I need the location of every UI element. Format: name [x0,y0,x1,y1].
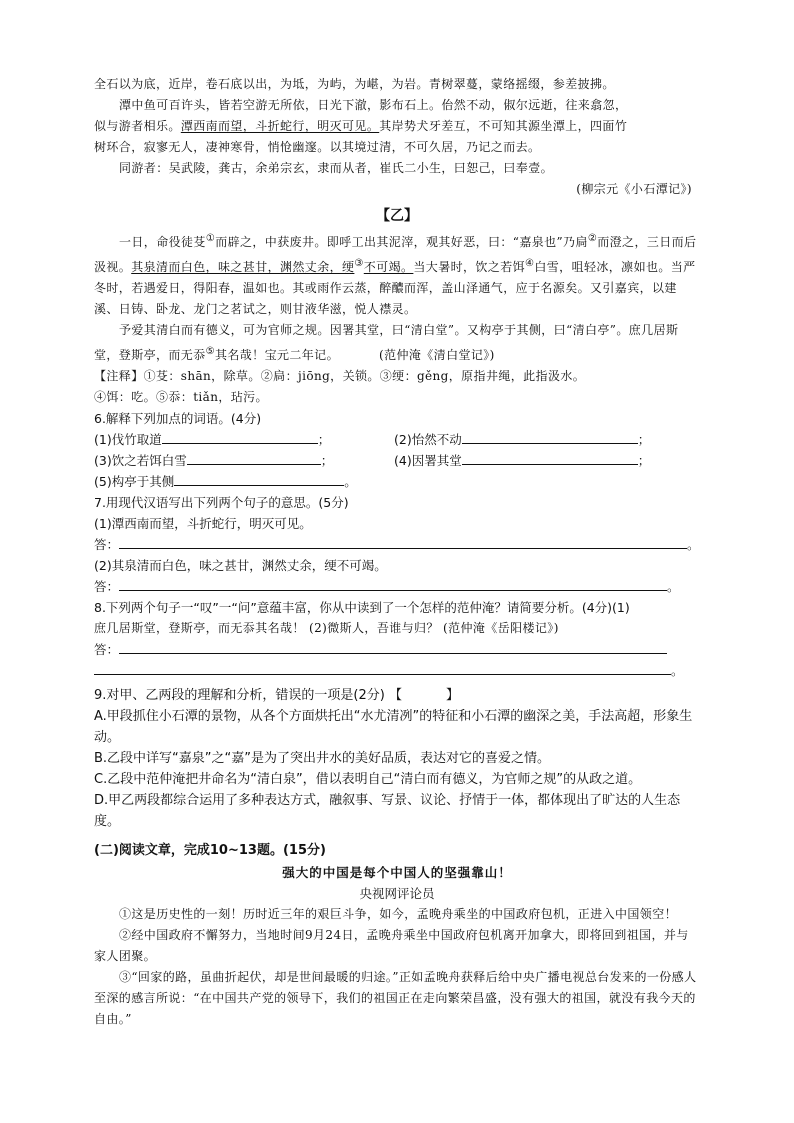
q7-answer-1-end: 。 [687,537,700,552]
yi-p2-text: 予爱其清白而有德义，可为官师之规。因署其堂，曰“清白堂”。又构亭于其侧，曰“清白亭”。庶几居斯堂，登斯亭，而无忝 [94,323,679,362]
q6-item-1-blank[interactable] [162,429,318,444]
q8-answer-blank-1[interactable] [119,639,667,654]
jia-line-5: 同游者：吴武陵，龚古，余弟宗玄，隶而从者，崔氏二小生，曰恕己，曰奉壹。 [119,161,554,175]
q6-row-3 [94,471,700,492]
article-paragraph-2: ②经中国政府不懈努力，当地时间9月24日，孟晚舟乘坐中国政府包机离开加拿大，即将回到祖国，并与家人团聚。 [94,928,689,963]
yi-p1-text-3: 而澄之，三日而后汲视。 [94,235,697,274]
q6-item-4-blank[interactable] [462,450,638,465]
note-mark-4: ④ [525,258,535,269]
jia-line-3 [94,116,700,137]
jia-underlined-sentence: 潭西南而望，斗折蛇行，明灭可见。 [180,119,380,133]
yi-p1-text-5: 白雪，咀轻冰，凛如也。当严冬时，若遇爱日，得阳春，温如也。其或雨作云蒸，醉醲而浑，盖山泽通气，应于名源矣。又引嘉宾，以建溪、日铸、卧龙、龙门之茗试之，则甘液华滋，悦人襟灵。 [94,260,696,316]
question-6 [94,408,700,492]
note-mark-1: ① [205,233,216,244]
q6-row-1 [94,429,700,450]
note-mark-5: ⑤ [205,346,215,357]
q9-stem-text: 9.对甲、乙两段的理解和分析，错误的一项是(2分) 【 [94,688,402,703]
q6-item-2-sep: ； [637,432,651,447]
q9-option-a[interactable]: A.甲段抓住小石潭的景物，从各个方面烘托出“水尤清冽”的特征和小石潭的幽深之美，手法高超，形象生动。 [94,709,693,745]
q7-sentence-2: (2)其泉清而白色，味之甚甘，渊然丈余，绠不可竭。 [94,558,387,573]
article-paragraph-3: ③“回家的路，虽曲折起伏，却是世间最暖的归途。”正如孟晚舟获释后给中央广播电视总台发来的一份感人至深的感言所说：“在中国共产党的领导下，我们的祖国正在走向繁荣昌盛，没有强大的祖国，就没有我今天的自由。” [94,970,697,1026]
q9-stem-close: 】 [445,688,459,703]
q7-sentence-1: (1)潭西南而望，斗折蛇行，明灭可见。 [94,516,312,531]
q8-stem-text: 8.下列两个句子一“叹”一“问”意蕴丰富，你从中读到了一个怎样的范仲淹？请简要分析。(4分) [94,600,613,615]
q6-item-5-label: (5)构亭于其侧 [94,474,175,489]
passage-yi [94,228,700,408]
section-2-heading: (二)阅读文章，完成10~13题。(15分) [94,843,326,858]
q8-answer-1 [94,639,700,660]
article-paragraph-1: ①这是历史性的一刻！历时近三年的艰巨斗争，如今，孟晚舟乘坐的中国政府包机，正进入中国领空！ [119,907,678,921]
question-7 [94,492,700,597]
q6-item-3-blank[interactable] [187,450,321,465]
yi-p1-text-4: 当大暑时，饮之若饵 [413,260,525,274]
yi-p1-text-2: 而辟之，中获废井。即呼工出其泥滓，观其好恶，曰：“嘉泉也”乃扃 [215,235,588,249]
q6-item-2-blank[interactable] [462,429,638,444]
q8-answer-label: 答： [94,642,120,657]
q7-answer-2 [94,576,700,597]
q7-answer-2-blank[interactable] [119,576,667,591]
yi-p1-text-1: 一日，命役徒芟 [119,235,206,249]
q8-stem [94,597,700,618]
notes-line-1: 【注释】①芟：shān，除草。②扃：jiōng，关锁。③绠：gěng，原指井绳，此指汲水。 [94,369,586,383]
q9-option-b[interactable]: B.乙段中详写“嘉泉”之“嘉”是为了突出井水的美好品质，表达对它的喜爱之情。 [94,751,550,766]
q8-quote: 庶几居斯堂，登斯亭，而无忝其名哉！ (2)微斯人，吾谁与归？ (范仲淹《岳阳楼记》) [94,621,559,635]
q6-item-4-label: (4)因署其堂 [394,453,462,468]
q6-item-1-sep: ； [317,432,331,447]
article-author: 央视网评论员 [359,886,435,901]
q8-answer-2 [94,660,700,681]
yi-title: 【乙】 [376,208,418,224]
q7-answer-2-end: 。 [667,579,680,594]
q8-stem-tail: (1) [612,600,630,615]
yi-underlined-sentence: 其泉清而白色，味之甚甘，渊然丈余，绠 [131,260,355,274]
note-mark-2: ② [587,233,598,244]
yi-p2-end: 其名哉！宝元二年记。 [214,348,339,362]
q6-item-3-sep: ； [320,453,334,468]
notes-line-2: ④饵：吃。⑤忝：tiǎn，玷污。 [94,390,268,404]
jia-line-2: 潭中鱼可百许头，皆若空游无所依，日光下澈，影布石上。佁然不动，俶尔远逝，往来翕忽， [119,98,628,112]
jia-line-4: 树环合，寂寥无人，凄神寒骨，悄怆幽邃。以其境过清，不可久居，乃记之而去。 [94,140,541,154]
jia-line-3b: 其岸势犬牙差互，不可知其源坐潭上，四面竹 [379,119,628,133]
q7-answer-1-label: 答： [94,537,120,552]
jia-line-1: 全石以为底，近岸，卷石底以出，为坻，为屿，为嵁，为岩。青树翠蔓，蒙络摇缀，参差披拂。 [94,77,615,91]
jia-line-3a: 似与游者相乐。 [94,119,181,133]
q6-item-1-label: (1)伐竹取道 [94,432,162,447]
q7-answer-1 [94,534,700,555]
q9-option-d[interactable]: D.甲乙两段都综合运用了多种表达方式，融叙事、写景、议论、抒情于一体，都体现出了旷达的人生态度。 [94,793,681,829]
article-body [94,904,700,1030]
note-mark-3: ③ [354,258,364,269]
yi-underlined-tail: 不可竭。 [363,260,414,274]
exam-page [94,74,700,1030]
yi-paragraph-2 [94,320,700,366]
q6-item-3-label: (3)饮之若饵白雪 [94,453,187,468]
q7-answer-2-label: 答： [94,579,120,594]
q9-stem [94,685,700,706]
yi-source: (范仲淹《清白堂记》) [379,348,495,362]
question-8 [94,597,700,681]
q7-stem: 7.用现代汉语写出下列两个句子的意思。(5分) [94,495,349,510]
q8-answer-end: 。 [671,663,684,678]
q6-stem: 6.解释下列加点的词语。(4分) [94,411,262,426]
q6-item-2-label: (2)怡然不动 [394,432,462,447]
q7-answer-1-blank[interactable] [119,534,687,549]
q8-answer-blank-2[interactable] [94,660,671,675]
article-title: 强大的中国是每个中国人的坚强靠山！ [282,865,512,880]
jia-source: (柳宗元《小石潭记》) [576,182,692,196]
q6-item-4-sep: ； [637,453,651,468]
q6-row-2 [94,450,700,471]
q6-item-5-blank[interactable] [174,471,344,486]
yi-paragraph-1 [94,228,700,320]
passage-jia [94,74,700,200]
q9-option-c[interactable]: C.乙段中范仲淹把井命名为“清白泉”，借以表明自己“清白而有德义，为官师之规”的从政之道。 [94,772,642,787]
q6-item-5-sep: 。 [344,474,357,489]
question-9 [94,685,700,832]
